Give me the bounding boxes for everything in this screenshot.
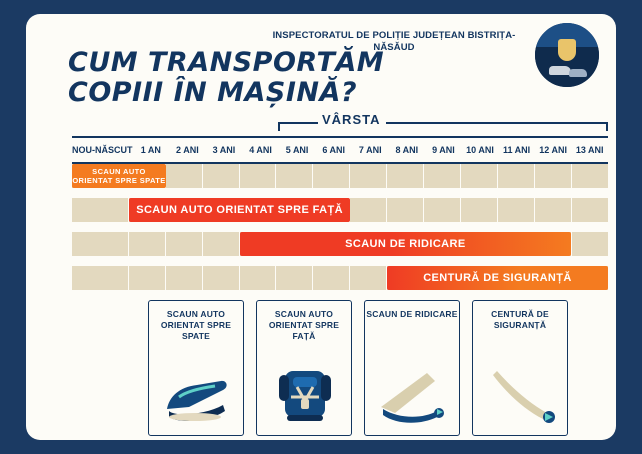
title-line-2: COPIII ÎN MAȘINĂ?	[68, 77, 358, 108]
age-tick: NOU-NĂSCUT	[72, 145, 133, 155]
track-segment	[166, 232, 203, 256]
age-tick: 4 ANI	[249, 145, 272, 155]
bar-label: SCAUN DE RIDICARE	[345, 238, 466, 250]
track-segment	[240, 164, 277, 188]
track-segment	[72, 232, 129, 256]
track-segment	[424, 164, 461, 188]
track-segment	[350, 266, 387, 290]
track-segment	[461, 164, 498, 188]
legend-card-label: CENTURĂ DE SIGURANȚĂ	[491, 309, 549, 330]
axis-tick-right	[606, 122, 608, 131]
track-segment	[572, 198, 608, 222]
bar-3	[240, 232, 572, 256]
bar-label: SCAUN AUTO ORIENTAT SPRE SPATE	[72, 167, 166, 185]
axis-label: VÂRSTA	[322, 112, 381, 127]
legend-card	[256, 300, 352, 436]
bar-1	[72, 164, 166, 188]
track-segment	[387, 164, 424, 188]
age-tick: 6 ANI	[322, 145, 346, 155]
bar-4	[387, 266, 608, 290]
track-segment	[203, 164, 240, 188]
age-tick: 1 AN	[140, 145, 161, 155]
legend-card-label: SCAUN AUTO ORIENTAT SPRE FAȚĂ	[268, 309, 340, 341]
institution-header: INSPECTORATUL DE POLIȚIE JUDEȚEAN BISTRIȚA-NĂSĂUD	[272, 30, 516, 53]
track-segment	[350, 198, 387, 222]
track-segment	[276, 266, 313, 290]
track-segment	[166, 266, 203, 290]
track-segment	[461, 198, 498, 222]
legend-card	[472, 300, 568, 436]
track-segment	[166, 164, 203, 188]
legend-card-label: SCAUN AUTO ORIENTAT SPRE SPATE	[160, 309, 232, 341]
police-badge-icon	[532, 20, 602, 90]
bar-row	[72, 164, 608, 188]
track-segment	[387, 198, 424, 222]
track-segment	[203, 232, 240, 256]
track-segment	[350, 164, 387, 188]
bar-label: CENTURĂ DE SIGURANȚĂ	[423, 272, 572, 284]
page-title	[68, 48, 384, 108]
legend-card	[364, 300, 460, 436]
axis-tick-left	[278, 122, 280, 131]
forward-facing-car-seat-icon	[257, 357, 351, 429]
title-line-1: CUM TRANSPORTĂM	[68, 47, 385, 78]
age-tick: 7 ANI	[358, 145, 382, 155]
bars-container	[72, 164, 608, 296]
age-tick: 10 ANI	[466, 145, 494, 155]
track-segment	[203, 266, 240, 290]
legend-card	[148, 300, 244, 436]
track-segment	[572, 232, 608, 256]
legend-card-label: SCAUN DE RIDICARE	[366, 309, 458, 319]
bar-label: SCAUN AUTO ORIENTAT SPRE FAȚĂ	[136, 204, 343, 216]
bar-row	[72, 232, 608, 256]
age-tick: 3 ANI	[212, 145, 236, 155]
track-segment	[424, 198, 461, 222]
track-segment	[572, 164, 608, 188]
axis-rule-left	[278, 122, 318, 124]
age-tick: 2 ANI	[176, 145, 199, 155]
age-tick: 13 ANI	[575, 145, 604, 155]
track-segment	[535, 198, 572, 222]
bar-row	[72, 198, 608, 222]
seat-belt-icon	[473, 357, 567, 429]
age-scale	[72, 136, 608, 164]
rear-facing-car-seat-icon	[149, 357, 243, 429]
legend-row	[148, 300, 568, 434]
bar-row	[72, 266, 608, 290]
age-tick: 5 ANI	[285, 145, 309, 155]
track-segment	[313, 266, 350, 290]
booster-seat-icon	[365, 357, 459, 429]
track-segment	[498, 198, 535, 222]
age-tick: 12 ANI	[539, 145, 567, 155]
track-segment	[129, 266, 166, 290]
age-tick: 8 ANI	[395, 145, 419, 155]
track-segment	[72, 198, 129, 222]
poster-card	[26, 14, 616, 440]
track-segment	[498, 164, 535, 188]
track-segment	[72, 266, 129, 290]
track-segment	[129, 232, 166, 256]
axis-rule-right	[386, 122, 608, 124]
age-tick: 11 ANI	[502, 145, 531, 155]
track-segment	[276, 164, 313, 188]
age-tick: 9 ANI	[432, 145, 455, 155]
track-segment	[240, 266, 277, 290]
bar-2	[129, 198, 350, 222]
track-segment	[535, 164, 572, 188]
track-segment	[313, 164, 350, 188]
